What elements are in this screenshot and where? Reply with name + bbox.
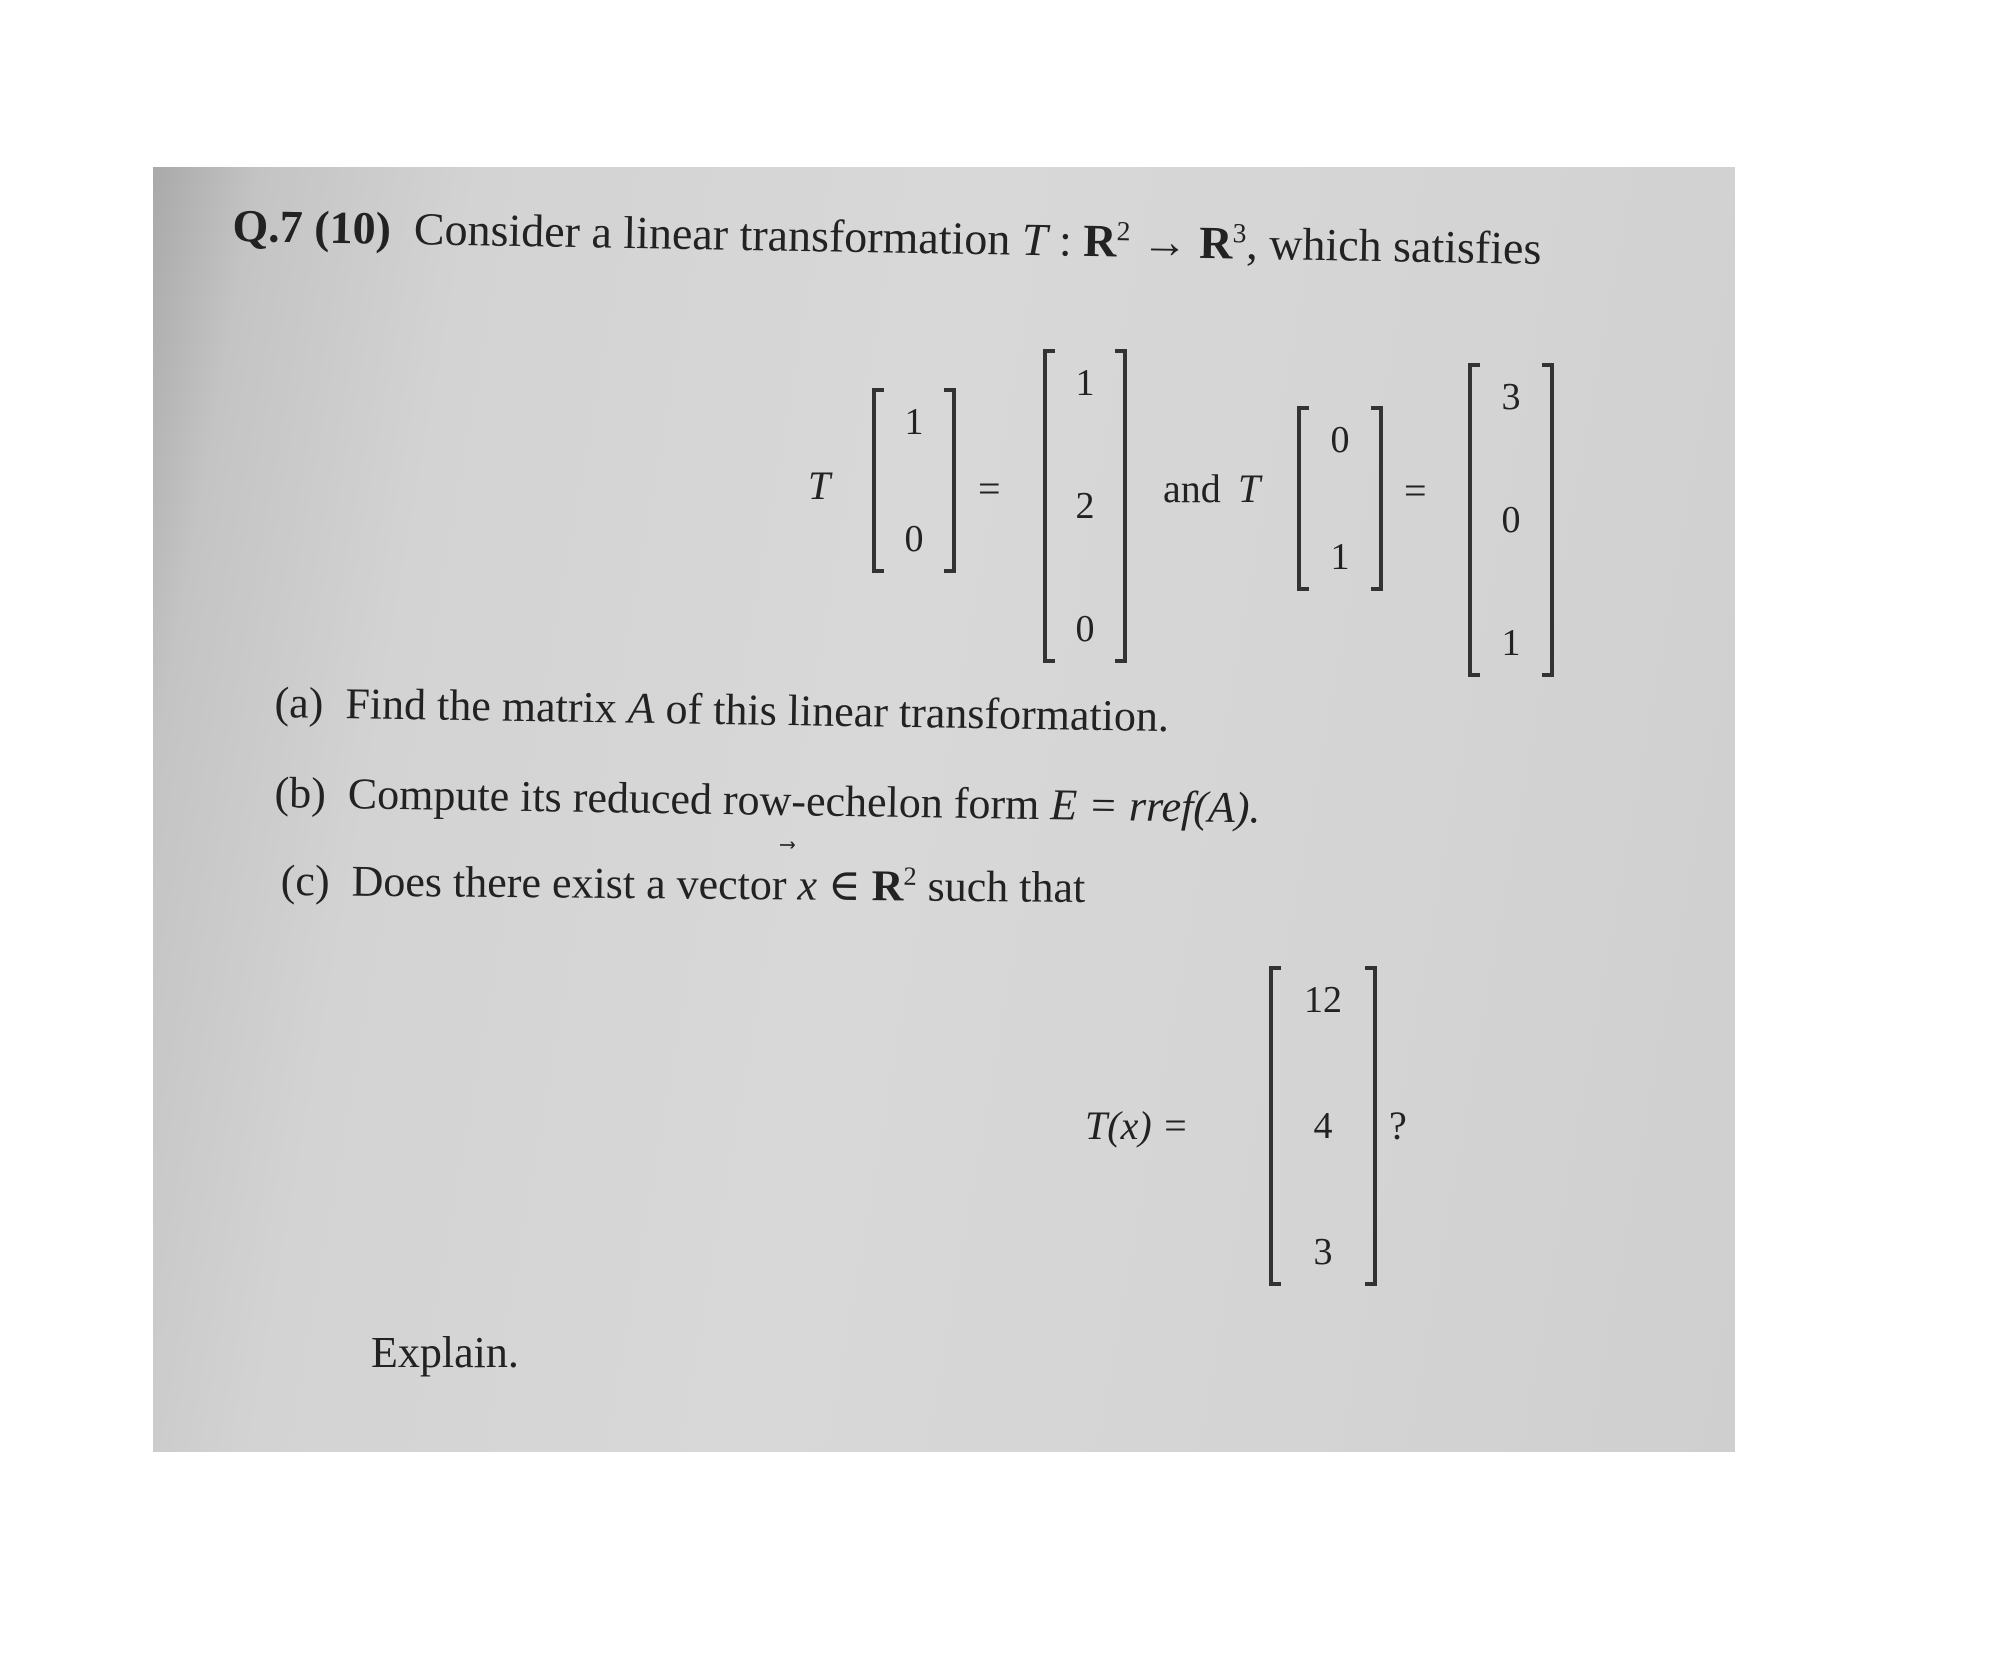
part-c-text-after: such that — [927, 861, 1086, 913]
domain-R: R — [1082, 214, 1117, 267]
eq2-output-vector — [1269, 970, 1377, 1282]
part-c-exp: 2 — [903, 860, 917, 891]
part-c-vec-letter: x — [797, 860, 818, 910]
eq1-input2-entry: 1 — [1330, 536, 1350, 578]
map-arrow: → — [1141, 215, 1189, 268]
eq1-input-entry: 0 — [904, 518, 924, 560]
question-tail: , which satisfies — [1245, 217, 1542, 274]
part-b-text-before: Compute its reduced row-echelon form — [347, 769, 1040, 830]
eq1-input-entry: 1 — [904, 401, 924, 443]
eq1-and: and — [1163, 466, 1221, 511]
part-b-label: (b) — [274, 767, 327, 818]
part-b — [274, 767, 1261, 833]
eq1-equals: = — [978, 466, 1001, 511]
eq1-output-entry: 2 — [1075, 485, 1095, 527]
part-a-var: A — [627, 683, 655, 733]
question-label: Q.7 (10) — [232, 199, 392, 254]
map-colon: : — [1058, 214, 1073, 266]
part-c-vec — [795, 838, 828, 910]
domain-exp: 2 — [1116, 215, 1131, 247]
part-a-text-after: of this linear transformation. — [665, 684, 1170, 742]
eq1-output2-entry: 1 — [1501, 622, 1521, 664]
question-intro: Consider a linear transformation — [413, 203, 1011, 265]
eq1-input2-entry: 0 — [1330, 419, 1350, 461]
part-a-label: (a) — [274, 677, 324, 728]
eq1-equals2: = — [1404, 468, 1427, 513]
part-c-label: (c) — [280, 855, 330, 906]
map-T: T — [1021, 213, 1048, 266]
eq2-lhs: T(x) = — [1085, 1103, 1189, 1148]
eq2-question-mark: ? — [1389, 1103, 1407, 1148]
part-a — [274, 677, 1169, 742]
part-c-R: R — [871, 861, 904, 911]
part-c-text-before: Does there exist a vector — [351, 856, 787, 910]
part-c-in: ∈ — [827, 860, 861, 911]
eq1-output2-vector — [1468, 367, 1554, 673]
eq1-T2: T — [1238, 466, 1261, 511]
eq1-input-vector — [872, 392, 956, 569]
question-heading — [232, 199, 1542, 275]
eq1-output-vector — [1043, 353, 1127, 659]
codomain-exp: 3 — [1232, 217, 1247, 249]
eq1-output-entry: 1 — [1075, 362, 1095, 404]
part-c — [280, 838, 1086, 913]
eq2-output-entry: 4 — [1313, 1105, 1333, 1147]
codomain-R: R — [1198, 216, 1233, 269]
eq2-output-entry: 12 — [1304, 979, 1342, 1021]
part-a-text-before: Find the matrix — [345, 679, 618, 733]
eq1-T: T — [808, 463, 831, 508]
eq2-output-entry: 3 — [1313, 1231, 1333, 1273]
eq1-output2-entry: 0 — [1501, 499, 1521, 541]
question-photo — [153, 167, 1735, 1452]
eq1-output2-entry: 3 — [1501, 376, 1521, 418]
explain-text: Explain. — [371, 1328, 519, 1377]
eq1-input2-vector — [1297, 410, 1383, 587]
eq1-output-entry: 0 — [1075, 608, 1095, 650]
part-b-expr: E = rref(A). — [1049, 780, 1261, 833]
